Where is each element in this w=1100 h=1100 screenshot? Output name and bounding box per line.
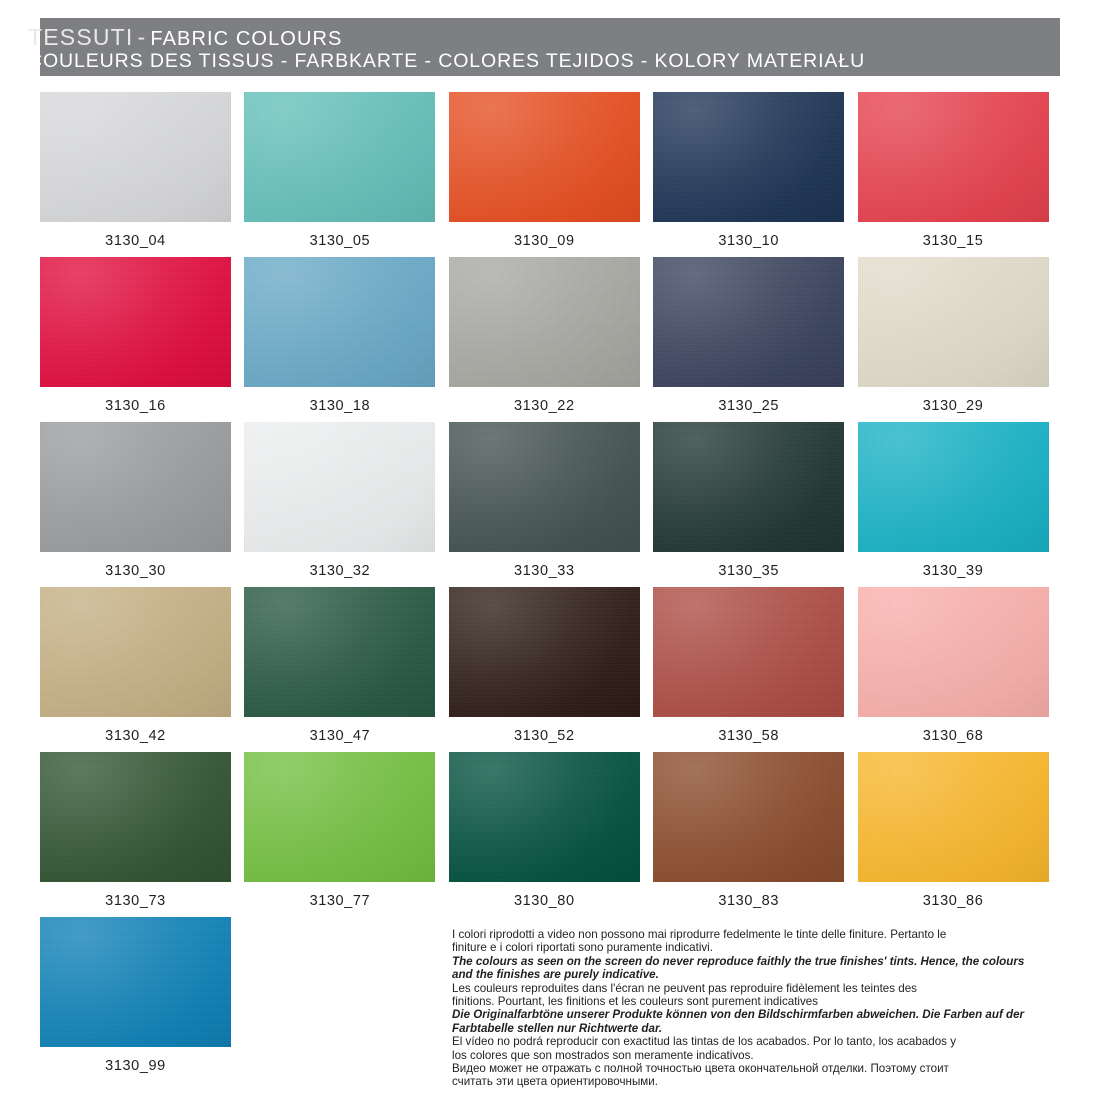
sheen-overlay — [40, 752, 231, 882]
disclaimer-block — [452, 928, 1062, 1089]
disclaimer-line: Les couleurs reproduites dans l'écran ne peuvent pas reproduire fidèlement les teintes des — [452, 981, 917, 995]
disclaimer-line: finiture e i colori riportati sono puramente indicativi. — [452, 941, 713, 955]
colour-swatch[interactable] — [653, 587, 844, 717]
sheen-overlay — [653, 92, 844, 222]
disclaimer-line: Die Originalfarbtöne unserer Produkte können von den Bildschirmfarben abweichen. Die Farben auf der — [452, 1008, 1025, 1022]
sheen-overlay — [858, 587, 1049, 717]
sheen-overlay — [858, 422, 1049, 552]
fabric-texture-overlay — [244, 92, 435, 222]
colour-swatch[interactable] — [40, 257, 231, 387]
page-title — [28, 24, 343, 51]
swatch-code: 3130_22 — [513, 398, 575, 414]
disclaimer-line: finitions. Pourtant, les finitions et les couleurs sont purement indicatives — [452, 995, 819, 1009]
colour-swatch[interactable] — [449, 422, 640, 552]
sheen-overlay — [244, 752, 435, 882]
swatch-code: 3130_32 — [309, 563, 371, 579]
disclaimer-line: Farbtabelle stellen nur Richtwerte dar. — [452, 1021, 663, 1035]
fabric-texture-overlay — [40, 422, 231, 552]
colour-swatch[interactable] — [449, 92, 640, 222]
swatch-code: 3130_18 — [309, 398, 371, 414]
swatch-code: 3130_77 — [309, 893, 371, 909]
swatch-cell[interactable] — [449, 752, 653, 917]
sheen-overlay — [40, 422, 231, 552]
swatch-cell[interactable] — [40, 917, 244, 1082]
swatch-cell[interactable] — [858, 752, 1062, 917]
colour-swatch[interactable] — [244, 752, 435, 882]
colour-swatch[interactable] — [40, 917, 231, 1047]
sheen-overlay — [40, 92, 231, 222]
swatch-cell[interactable] — [449, 92, 653, 257]
colour-swatch[interactable] — [244, 587, 435, 717]
swatch-code: 3130_86 — [922, 893, 984, 909]
swatch-code: 3130_35 — [718, 563, 779, 579]
colour-swatch[interactable] — [40, 587, 231, 717]
swatch-cell[interactable] — [244, 92, 448, 257]
colour-swatch[interactable] — [244, 257, 435, 387]
sheen-overlay — [40, 917, 231, 1047]
sheen-overlay — [449, 422, 640, 552]
sheen-overlay — [858, 257, 1049, 387]
swatch-cell[interactable] — [653, 257, 857, 422]
sheen-overlay — [244, 257, 435, 387]
page-title-dash: - — [137, 24, 147, 50]
swatch-code: 3130_15 — [922, 233, 984, 249]
swatch-code: 3130_29 — [922, 398, 984, 414]
swatch-cell[interactable] — [40, 587, 244, 752]
swatch-code: 3130_09 — [513, 233, 575, 249]
disclaimer-line: считать эти цвета ориентировочными. — [452, 1075, 658, 1089]
swatch-cell[interactable] — [858, 92, 1062, 257]
colour-swatch[interactable] — [858, 257, 1049, 387]
fabric-texture-overlay — [653, 587, 844, 717]
colour-swatch[interactable] — [449, 257, 640, 387]
swatch-code: 3130_52 — [513, 728, 575, 744]
swatch-row — [40, 752, 1062, 917]
colour-swatch[interactable] — [40, 752, 231, 882]
sheen-overlay — [858, 752, 1049, 882]
fabric-texture-overlay — [858, 422, 1049, 552]
swatch-code: 3130_39 — [922, 563, 984, 579]
swatch-code: 3130_99 — [105, 1058, 166, 1074]
colour-swatch[interactable] — [449, 752, 640, 882]
sheen-overlay — [40, 257, 231, 387]
colour-swatch[interactable] — [244, 422, 435, 552]
disclaimer-line: and the finishes are purely indicative. — [452, 968, 659, 982]
swatch-cell[interactable] — [653, 92, 857, 257]
fabric-texture-overlay — [244, 422, 435, 552]
colour-swatch[interactable] — [858, 92, 1049, 222]
fabric-texture-overlay — [653, 92, 844, 222]
colour-swatch[interactable] — [858, 587, 1049, 717]
fabric-texture-overlay — [653, 257, 844, 387]
swatch-code: 3130_30 — [105, 563, 166, 579]
fabric-texture-overlay — [449, 422, 640, 552]
sheen-overlay — [653, 422, 844, 552]
swatch-code: 3130_68 — [922, 728, 984, 744]
swatch-cell[interactable] — [244, 257, 448, 422]
swatch-cell[interactable] — [40, 257, 244, 422]
colour-swatch[interactable] — [40, 422, 231, 552]
disclaimer-line: El vídeo no podrá reproducir con exactitud las tintas de los acabados. Por lo tanto, los acabados y — [452, 1035, 956, 1049]
swatch-row — [40, 422, 1062, 587]
sheen-overlay — [244, 587, 435, 717]
fabric-texture-overlay — [449, 257, 640, 387]
fabric-texture-overlay — [858, 752, 1049, 882]
swatch-code: 3130_47 — [309, 728, 371, 744]
swatch-cell[interactable] — [858, 257, 1062, 422]
fabric-texture-overlay — [653, 422, 844, 552]
fabric-texture-overlay — [449, 752, 640, 882]
swatch-cell[interactable] — [244, 587, 448, 752]
swatch-row — [40, 257, 1062, 422]
colour-swatch[interactable] — [653, 92, 844, 222]
swatch-cell[interactable] — [449, 587, 653, 752]
colour-swatch[interactable] — [858, 752, 1049, 882]
colour-swatch[interactable] — [40, 92, 231, 222]
swatch-cell[interactable] — [40, 92, 244, 257]
swatch-code: 3130_04 — [105, 233, 166, 249]
fabric-texture-overlay — [653, 752, 844, 882]
fabric-texture-overlay — [449, 587, 640, 717]
fabric-texture-overlay — [244, 257, 435, 387]
sheen-overlay — [653, 257, 844, 387]
swatch-cell[interactable] — [449, 257, 653, 422]
swatch-row — [40, 587, 1062, 752]
fabric-texture-overlay — [244, 752, 435, 882]
fabric-texture-overlay — [40, 92, 231, 222]
swatch-cell[interactable] — [653, 587, 857, 752]
page-subtitle: COULEURS DES TISSUS - FARBKARTE - COLORES TEJIDOS - KOLORY MATERIAŁU — [28, 50, 866, 72]
colour-swatch[interactable] — [653, 257, 844, 387]
fabric-texture-overlay — [244, 587, 435, 717]
sheen-overlay — [449, 587, 640, 717]
swatch-cell[interactable] — [244, 422, 448, 587]
fabric-texture-overlay — [858, 257, 1049, 387]
fabric-texture-overlay — [858, 587, 1049, 717]
swatch-code: 3130_80 — [513, 893, 575, 909]
colour-swatch[interactable] — [653, 752, 844, 882]
swatch-cell[interactable] — [858, 422, 1062, 587]
disclaimer-line: The colours as seen on the screen do never reproduce faithly the true finishes' tints. Hence, the colours — [452, 954, 1025, 968]
sheen-overlay — [449, 257, 640, 387]
sheen-overlay — [858, 92, 1049, 222]
fabric-texture-overlay — [449, 92, 640, 222]
fabric-texture-overlay — [40, 257, 231, 387]
sheen-overlay — [449, 752, 640, 882]
sheen-overlay — [653, 587, 844, 717]
swatch-cell[interactable] — [858, 587, 1062, 752]
swatch-code: 3130_42 — [105, 728, 166, 744]
swatch-cell[interactable] — [653, 422, 857, 587]
disclaimer-line: Видео может не отражать с полной точностью цвета окончательной отделки. Поэтому стоит — [452, 1062, 949, 1076]
swatch-code: 3130_25 — [718, 398, 779, 414]
colour-swatch[interactable] — [449, 587, 640, 717]
sheen-overlay — [40, 587, 231, 717]
swatch-code: 3130_83 — [718, 893, 779, 909]
swatch-code: 3130_58 — [718, 728, 779, 744]
page-title-main: TESSUTI — [28, 24, 134, 50]
swatch-code: 3130_10 — [718, 233, 779, 249]
fabric-texture-overlay — [858, 92, 1049, 222]
colour-swatch[interactable] — [653, 422, 844, 552]
swatch-cell[interactable] — [449, 422, 653, 587]
fabric-texture-overlay — [40, 587, 231, 717]
sheen-overlay — [244, 422, 435, 552]
colour-swatch[interactable] — [858, 422, 1049, 552]
swatch-cell[interactable] — [653, 752, 857, 917]
swatch-code: 3130_73 — [105, 893, 166, 909]
swatch-code: 3130_33 — [513, 563, 575, 579]
colour-swatch[interactable] — [244, 92, 435, 222]
disclaimer-line: I colori riprodotti a video non possono mai riprodurre fedelmente le tinte delle finiture. Pertanto le — [452, 928, 947, 941]
disclaimer-line: los colores que son mostrados son meramente indicativos. — [452, 1048, 754, 1062]
sheen-overlay — [449, 92, 640, 222]
swatch-row — [40, 92, 1062, 257]
swatch-code: 3130_16 — [105, 398, 166, 414]
page-title-sub: FABRIC COLOURS — [150, 28, 343, 50]
fabric-texture-overlay — [40, 752, 231, 882]
sheen-overlay — [653, 752, 844, 882]
swatch-cell[interactable] — [40, 422, 244, 587]
swatch-code: 3130_05 — [309, 233, 371, 249]
sheen-overlay — [244, 92, 435, 222]
swatch-cell[interactable] — [40, 752, 244, 917]
swatch-cell[interactable] — [244, 752, 448, 917]
fabric-texture-overlay — [40, 917, 231, 1047]
